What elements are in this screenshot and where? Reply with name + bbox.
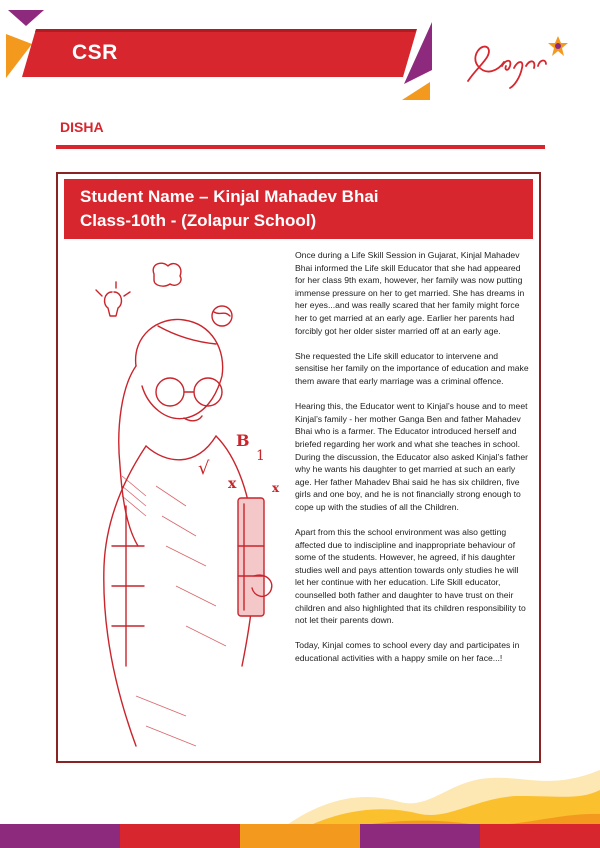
story-paragraph: Once during a Life Skill Session in Gujarat, Kinjal Mahadev Bhai informed the Life skill Educator that she had appeared for her class 9th exam, however, her family was now putting immense pressure on her to get married. She has dreams in her eyes...and was really scared that her family might force her to get married at an early age. Earlier her parents had forcibly got her older sister married off at an early age. bbox=[295, 250, 525, 336]
story-text bbox=[295, 249, 529, 677]
story-paragraph: She requested the Life skill educator to intervene and sensitise her family on the importance of education and make them aware that early marriage was a criminal offence. bbox=[295, 350, 529, 386]
book-icon bbox=[238, 498, 264, 616]
glyph-x2: x bbox=[272, 481, 280, 495]
lightbulb-icon bbox=[105, 292, 122, 316]
story-paragraph: Hearing this, the Educator went to Kinjal’s house and to meet Kinjal’s family - her mother Ganga Ben and father Mahadev Bhai who is a farmer. The Educator introduced herself and briefed regarding her work and what she teaches in school. During the discussion, the Educator also asked Kinjal’s father why he wants his daughter to get married at such an early age. Her father Mahadev Bhai said he has six children, five girls and one boy, and he is not financially strong enough to cope up with the studies of all the Children. bbox=[295, 401, 528, 512]
program-name: DISHA bbox=[60, 119, 104, 135]
story-paragraph: Today, Kinjal comes to school every day and participates in educational activities with a happy smile on her face...! bbox=[295, 640, 520, 663]
story-paragraph: Apart from this the school environment was also getting affected due to indiscipline and inappropriate behaviour of some of the students. However, he agreed, if his daughter studies well and pays attention towards only studies he will let her continue with her education. Life Skill educator, counselled both father and daughter to have trust on their children and also highlighted that its children responsibility to not let their parents down. bbox=[295, 527, 526, 626]
student-name: Student Name – Kinjal Mahadev Bhai bbox=[80, 187, 379, 206]
sagar-logo bbox=[458, 26, 578, 101]
student-class: Class-10th - (Zolapur School) bbox=[80, 211, 317, 230]
glyph-one: 1 bbox=[256, 448, 265, 464]
brain-icon bbox=[153, 263, 181, 286]
student-illustration bbox=[66, 246, 292, 758]
glyph-x1: x bbox=[228, 476, 237, 492]
footer-wave bbox=[280, 760, 600, 830]
section-divider bbox=[56, 145, 545, 149]
glyph-sqrt: √ bbox=[198, 458, 210, 479]
section-title: CSR bbox=[72, 41, 118, 64]
footer-strip bbox=[0, 824, 600, 848]
banner-accent bbox=[394, 22, 434, 104]
glyph-b: B bbox=[236, 431, 250, 450]
